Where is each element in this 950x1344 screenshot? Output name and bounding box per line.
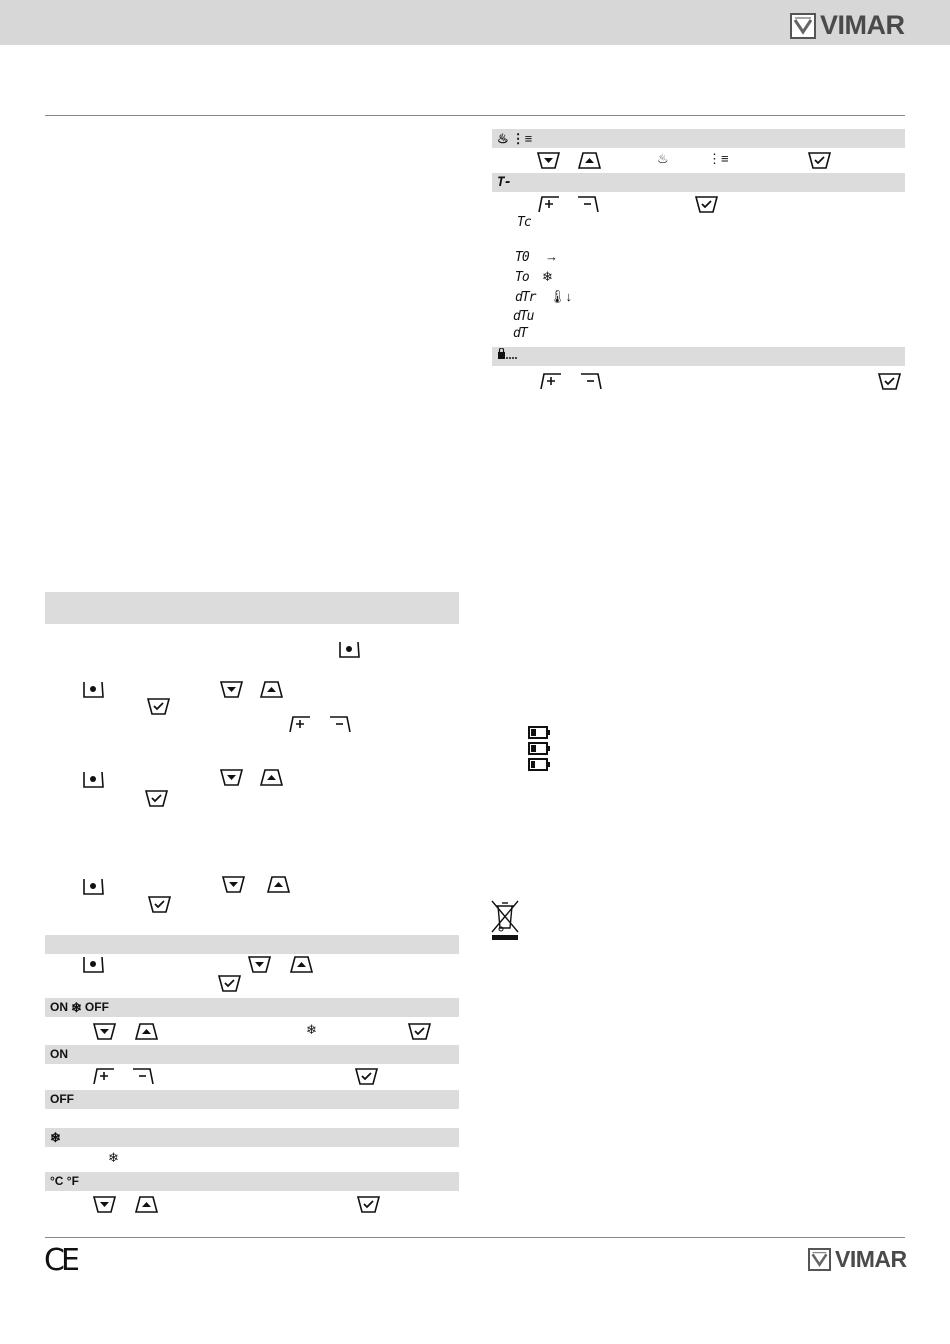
minus-key-icon: [328, 715, 351, 734]
band-on-snow-off: [45, 998, 459, 1017]
param-dtu: dTu: [513, 309, 534, 324]
menu-key-icon: [82, 680, 105, 699]
ok-key-icon: [808, 151, 831, 170]
band-unit: [45, 1172, 459, 1191]
settings-band-menu: [45, 935, 459, 954]
down-key-icon: [220, 680, 243, 699]
band-t-minus: [492, 173, 905, 192]
minus-key-icon: [576, 195, 599, 214]
down-key-icon: [222, 875, 245, 894]
snowflake-icon: ❄: [542, 269, 553, 284]
band-t-minus-title: T-: [497, 175, 511, 190]
ok-key-icon: [695, 195, 718, 214]
down-key-icon: [537, 151, 560, 170]
snowflake-icon: ❄: [306, 1022, 317, 1037]
plus-key-icon: [537, 195, 560, 214]
band-heat-cool: [492, 129, 905, 148]
menu-key-icon: [82, 955, 105, 974]
up-key-icon: [290, 955, 313, 974]
ok-key-icon: [355, 1067, 378, 1086]
weee-crossed-bin-icon: [490, 898, 520, 947]
battery-low-icon: [528, 758, 552, 776]
ok-key-icon: [145, 789, 168, 808]
down-key-icon: [220, 768, 243, 787]
plus-key-icon: [539, 372, 562, 391]
ok-key-icon: [147, 697, 170, 716]
down-key-icon: [93, 1022, 116, 1041]
band-off-label: OFF: [84, 1000, 109, 1014]
down-key-icon: [248, 955, 271, 974]
param-dt: dT: [513, 326, 527, 341]
flame-icon: ♨: [497, 131, 509, 146]
up-key-icon: [260, 680, 283, 699]
band-off: [45, 1090, 459, 1109]
ok-key-icon: [357, 1195, 380, 1214]
section-header-band: [45, 592, 459, 624]
radiator-icon: ⋮≡: [708, 151, 729, 166]
flame-icon: ♨: [657, 151, 669, 166]
ok-key-icon: [218, 974, 241, 993]
ce-mark: CE: [44, 1243, 76, 1278]
param-to: To: [515, 270, 529, 285]
radiator-icon: ⋮≡: [511, 131, 533, 146]
menu-key-icon: [338, 640, 361, 659]
menu-key-icon: [82, 770, 105, 789]
ok-key-icon: [408, 1022, 431, 1041]
band-on-label: ON: [50, 1000, 68, 1014]
plus-key-icon: [92, 1067, 115, 1086]
snowflake-icon: ❄: [71, 1000, 82, 1015]
exit-arrow-icon: →: [545, 249, 558, 264]
band-unit-title: °C °F: [50, 1174, 79, 1188]
band-snow: [45, 1128, 459, 1147]
band-off-title: OFF: [50, 1092, 74, 1106]
up-key-icon: [260, 768, 283, 787]
vimar-logo-mark: [808, 1248, 831, 1271]
snowflake-icon: ❄: [108, 1150, 119, 1165]
minus-key-icon: [131, 1067, 154, 1086]
snowflake-icon: ❄: [50, 1130, 61, 1145]
param-tc: Tc: [517, 215, 531, 230]
minus-key-icon: [579, 372, 602, 391]
ok-key-icon: [878, 372, 901, 391]
brand-logo: [790, 10, 905, 41]
footer-brand-name: VIMAR: [835, 1246, 907, 1272]
bottom-divider: [45, 1237, 905, 1238]
up-key-icon: [267, 875, 290, 894]
param-dtr: dTr: [515, 290, 536, 305]
ok-key-icon: [148, 895, 171, 914]
band-on-title: ON: [50, 1047, 68, 1061]
vimar-logo-mark: [790, 13, 816, 39]
menu-key-icon: [82, 877, 105, 896]
plus-key-icon: [288, 715, 311, 734]
up-key-icon: [135, 1022, 158, 1041]
band-keylock: [492, 347, 905, 366]
thermometer-down-icon: 🌡↓: [549, 289, 573, 304]
band-on: [45, 1045, 459, 1064]
up-key-icon: [578, 151, 601, 170]
param-t0: T0: [515, 250, 529, 265]
footer-brand-logo: [808, 1246, 907, 1273]
brand-name: VIMAR: [820, 10, 905, 40]
down-key-icon: [93, 1195, 116, 1214]
keylock-icon: [497, 347, 519, 366]
up-key-icon: [135, 1195, 158, 1214]
top-divider: [45, 115, 905, 116]
